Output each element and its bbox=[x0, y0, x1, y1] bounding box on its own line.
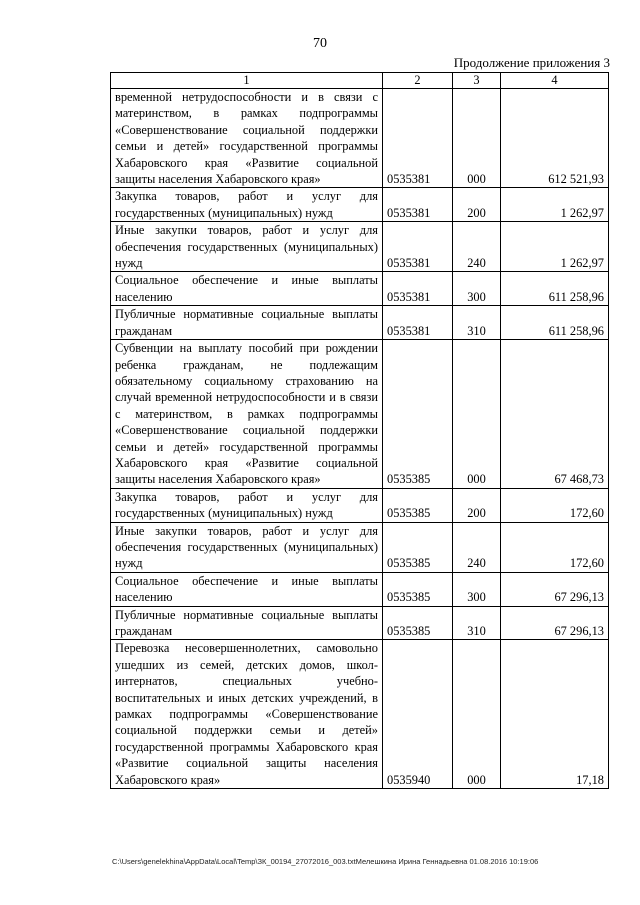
row-type: 000 bbox=[453, 89, 501, 188]
row-amount: 67 296,13 bbox=[501, 606, 609, 640]
row-amount: 611 258,96 bbox=[501, 306, 609, 340]
row-name: Перевозка несовершеннолетних, самовольно ушедших из семей, детских домов, школ-интернатов, специальных учебно-воспитательных и иных детских учреждений, в рамках подпрограммы «Совершенствование социальной поддержки семьи и детей» государственной программы Хабаровского края «Развитие социальной защиты населения Хабаровского края» bbox=[111, 640, 383, 789]
table-row bbox=[111, 488, 609, 522]
row-amount: 612 521,93 bbox=[501, 89, 609, 188]
row-type: 240 bbox=[453, 222, 501, 272]
row-name: временной нетрудоспособности и в связи с материнством, в рамках подпрограммы «Совершенствование социальной поддержки семьи и детей» государственной программы Хабаровского края «Развитие социальной защиты населения Хабаровского края» bbox=[111, 89, 383, 188]
row-type: 300 bbox=[453, 272, 501, 306]
table-row bbox=[111, 89, 609, 188]
page-number: 70 bbox=[313, 36, 327, 51]
row-amount: 67 296,13 bbox=[501, 572, 609, 606]
column-header: 4 bbox=[501, 73, 609, 89]
row-type: 240 bbox=[453, 522, 501, 572]
row-code: 0535385 bbox=[383, 340, 453, 489]
column-header: 2 bbox=[383, 73, 453, 89]
table-row bbox=[111, 572, 609, 606]
table-row bbox=[111, 188, 609, 222]
row-name: Субвенции на выплату пособий при рождении ребенка гражданам, не подлежащим обязательному социальному страхованию на случай временной нетрудоспособности и в связи с материнством, в рамках подпрограммы «Совершенствование социальной поддержки семьи и детей» государственной программы Хабаровского края «Развитие социальной защиты населения Хабаровского края» bbox=[111, 340, 383, 489]
row-code: 0535381 bbox=[383, 272, 453, 306]
continuation-label: Продолжение приложения 3 bbox=[453, 55, 610, 70]
row-name: Закупка товаров, работ и услуг для государственных (муниципальных) нужд bbox=[111, 488, 383, 522]
row-code: 0535385 bbox=[383, 572, 453, 606]
row-code: 0535385 bbox=[383, 606, 453, 640]
row-name: Иные закупки товаров, работ и услуг для обеспечения государственных (муниципальных) нужд bbox=[111, 522, 383, 572]
row-code: 0535381 bbox=[383, 89, 453, 188]
row-amount: 17,18 bbox=[501, 640, 609, 789]
row-code: 0535385 bbox=[383, 488, 453, 522]
row-code: 0535381 bbox=[383, 188, 453, 222]
row-type: 310 bbox=[453, 606, 501, 640]
column-header: 3 bbox=[453, 73, 501, 89]
row-name: Закупка товаров, работ и услуг для государственных (муниципальных) нужд bbox=[111, 188, 383, 222]
table-row bbox=[111, 306, 609, 340]
row-type: 000 bbox=[453, 340, 501, 489]
table-row bbox=[111, 222, 609, 272]
table-row bbox=[111, 340, 609, 489]
row-amount: 172,60 bbox=[501, 522, 609, 572]
row-amount: 611 258,96 bbox=[501, 272, 609, 306]
table-row bbox=[111, 606, 609, 640]
row-type: 300 bbox=[453, 572, 501, 606]
row-code: 0535940 bbox=[383, 640, 453, 789]
row-amount: 1 262,97 bbox=[501, 188, 609, 222]
row-name: Социальное обеспечение и иные выплаты населению bbox=[111, 572, 383, 606]
budget-table bbox=[110, 72, 609, 789]
row-type: 200 bbox=[453, 488, 501, 522]
table-row bbox=[111, 272, 609, 306]
column-header: 1 bbox=[111, 73, 383, 89]
row-name: Публичные нормативные социальные выплаты гражданам bbox=[111, 306, 383, 340]
table-row bbox=[111, 640, 609, 789]
row-amount: 1 262,97 bbox=[501, 222, 609, 272]
table-row bbox=[111, 522, 609, 572]
row-name: Публичные нормативные социальные выплаты гражданам bbox=[111, 606, 383, 640]
row-code: 0535381 bbox=[383, 306, 453, 340]
row-name: Социальное обеспечение и иные выплаты населению bbox=[111, 272, 383, 306]
row-type: 000 bbox=[453, 640, 501, 789]
table-header-row bbox=[111, 73, 609, 89]
row-type: 310 bbox=[453, 306, 501, 340]
row-amount: 172,60 bbox=[501, 488, 609, 522]
row-type: 200 bbox=[453, 188, 501, 222]
file-path-footer: C:\Users\genelekhina\AppData\Local\Temp\ЗК_00194_27072016_003.txtМелешкина Ирина Геннадьевна 01.08.2016 10:19:06 bbox=[112, 857, 539, 866]
row-code: 0535385 bbox=[383, 522, 453, 572]
row-name: Иные закупки товаров, работ и услуг для обеспечения государственных (муниципальных) нужд bbox=[111, 222, 383, 272]
row-code: 0535381 bbox=[383, 222, 453, 272]
row-amount: 67 468,73 bbox=[501, 340, 609, 489]
